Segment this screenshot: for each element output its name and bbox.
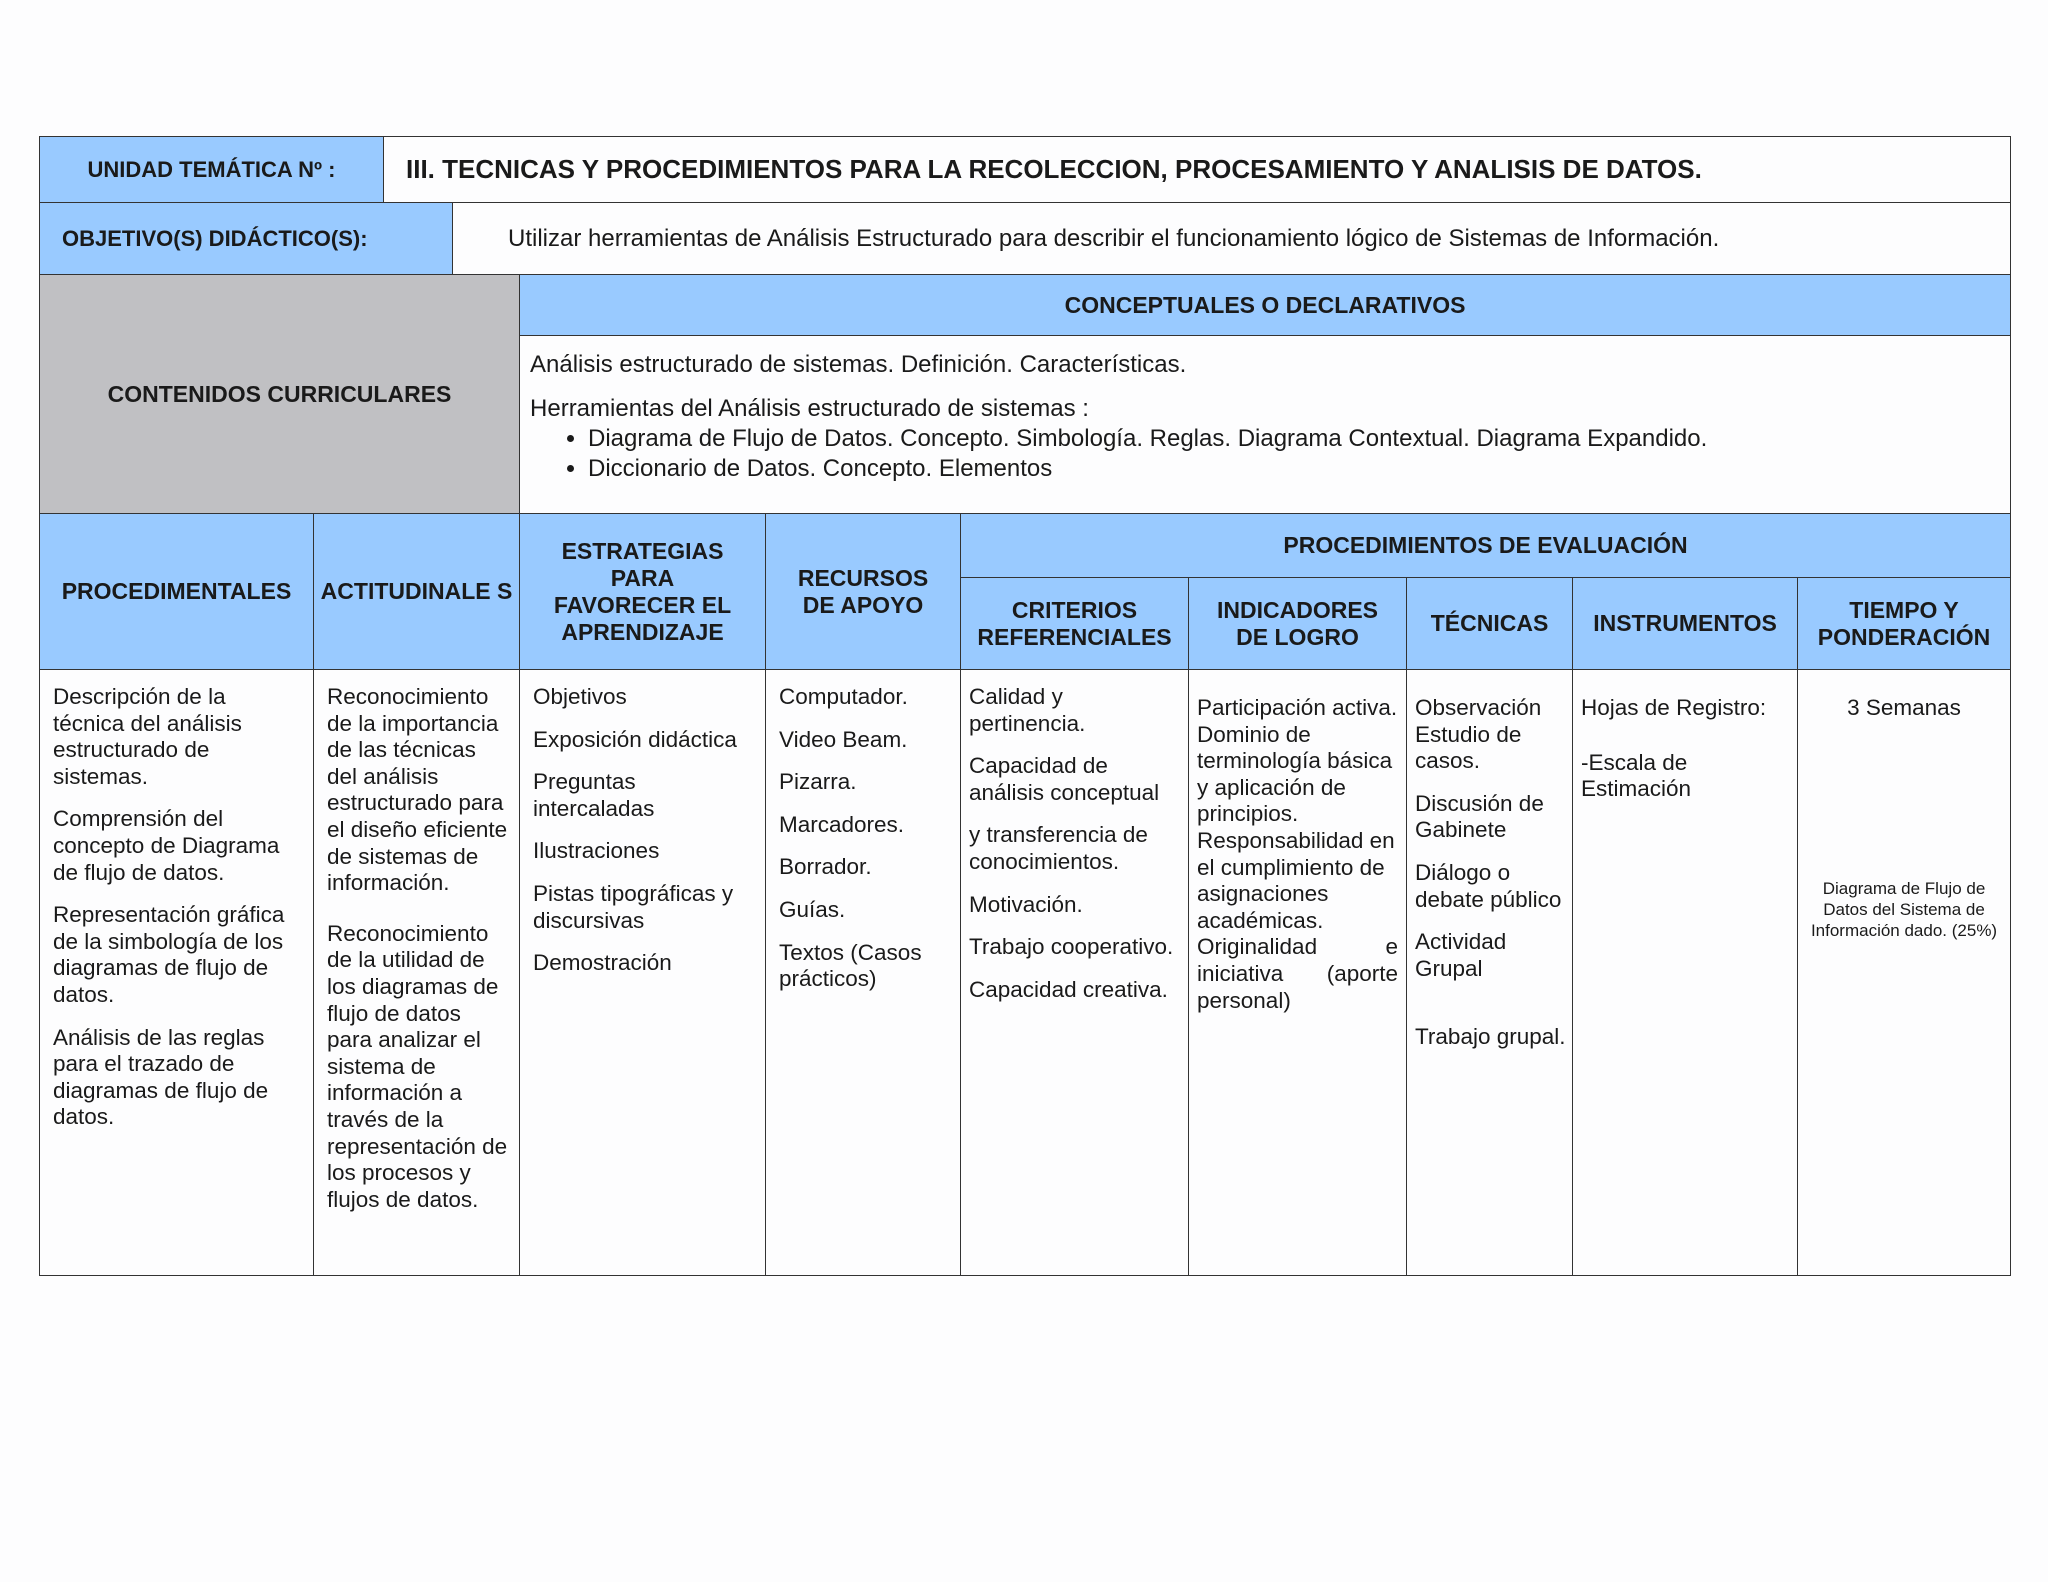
header-procedimentales: PROCEDIMENTALES: [40, 514, 314, 670]
criterios-item: Calidad y pertinencia.: [969, 684, 1086, 736]
instrumentos-cell: [1573, 670, 1798, 1276]
conceptuales-content: [520, 336, 2011, 514]
conceptuales-bullet: • Diagrama de Flujo de Datos. Concepto. Simbología. Reglas. Diagrama Contextual. Diagrama Expandido.: [588, 424, 2000, 454]
procedimentales-item: Comprensión del concepto de Diagrama de flujo de datos.: [53, 806, 280, 885]
criterios-item: Motivación.: [969, 891, 1083, 917]
header-tiempo: TIEMPO Y PONDERACIÓN: [1798, 578, 2011, 670]
instrumentos-item: Hojas de Registro:: [1581, 695, 1767, 720]
objetivo-text: Utilizar herramientas de Análisis Estructurado para describir el funcionamiento lógico de Sistemas de Información.: [453, 203, 2011, 275]
procedimentales-item: Descripción de la técnica del análisis estructurado de sistemas.: [53, 684, 242, 789]
recursos-item: Guías.: [779, 896, 846, 922]
unidad-tematica-title: III. TECNICAS Y PROCEDIMIENTOS PARA LA RECOLECCION, PROCESAMIENTO Y ANALISIS DE DATOS.: [384, 137, 2011, 203]
header-evaluacion: PROCEDIMIENTOS DE EVALUACIÓN: [961, 514, 2011, 578]
header-criterios: CRITERIOS REFERENCIALES: [961, 578, 1189, 670]
criterios-item: y transferencia de conocimientos.: [969, 822, 1148, 874]
criterios-item: Capacidad creativa.: [969, 976, 1168, 1002]
recursos-item: Video Beam.: [779, 726, 908, 752]
tecnicas-item: Discusión de Gabinete: [1415, 790, 1544, 843]
contenidos-label: CONTENIDOS CURRICULARES: [40, 275, 520, 514]
unidad-tematica-row: [39, 136, 2011, 203]
instrumentos-item: -Escala de Estimación: [1581, 749, 1692, 802]
objetivo-row: [39, 202, 2011, 275]
estrategias-item: Pistas tipográficas y discursivas: [533, 880, 734, 933]
criterios-item: Capacidad de análisis conceptual: [969, 753, 1160, 805]
actitudinales-item: Reconocimiento de la utilidad de los diagramas de flujo de datos para analizar el sistema de información a través de la representación de los procesos y flujos de datos.: [327, 920, 508, 1212]
unidad-tematica-label: UNIDAD TEMÁTICA Nº :: [40, 137, 384, 203]
estrategias-item: Demostración: [533, 950, 672, 976]
criterios-item: Trabajo cooperativo.: [969, 934, 1174, 960]
criterios-cell: [961, 670, 1189, 1276]
header-instrumentos: INSTRUMENTOS: [1573, 578, 1798, 670]
conceptuales-bullet-list: [560, 424, 2000, 484]
recursos-item: Marcadores.: [779, 811, 905, 837]
tecnicas-item: Trabajo grupal.: [1415, 1024, 1566, 1050]
indicadores-item: Dominio de terminología básica: [1197, 721, 1393, 774]
recursos-item: Computador.: [779, 684, 908, 709]
header-indicadores: INDICADORES DE LOGRO: [1189, 578, 1407, 670]
tecnicas-cell: [1407, 670, 1573, 1276]
objetivo-label: OBJETIVO(S) DIDÁCTICO(S):: [40, 203, 453, 275]
recursos-item: Borrador.: [779, 854, 872, 880]
tecnicas-item: Observación: [1415, 695, 1542, 720]
conceptuales-header: CONCEPTUALES O DECLARATIVOS: [520, 275, 2011, 336]
actitudinales-cell: [314, 670, 520, 1276]
ponderacion-text: Diagrama de Flujo de Datos del Sistema de Información dado. (25%): [1810, 878, 1998, 940]
procedimentales-item: Análisis de las reglas para el trazado de diagramas de flujo de datos.: [53, 1024, 269, 1130]
tiempo-cell: [1798, 670, 2011, 1276]
estrategias-cell: [520, 670, 766, 1276]
planning-table: [39, 274, 2011, 1276]
tecnicas-item: Diálogo o debate público: [1415, 859, 1562, 912]
tecnicas-item: Actividad Grupal: [1415, 929, 1507, 981]
estrategias-item: Ilustraciones: [533, 838, 660, 864]
header-estrategias: ESTRATEGIAS PARA FAVORECER EL APRENDIZAJE: [520, 514, 766, 670]
estrategias-item: Preguntas intercaladas: [533, 769, 655, 821]
estrategias-item: Exposición didáctica: [533, 726, 737, 752]
estrategias-item: Objetivos: [533, 684, 627, 709]
conceptuales-line-1: Análisis estructurado de sistemas. Definición. Características.: [530, 351, 1187, 378]
tecnicas-item: Estudio de casos.: [1415, 721, 1522, 774]
indicadores-item: Originalidad e iniciativa (aporte personal): [1197, 934, 1399, 1013]
tiempo-value: 3 Semanas: [1847, 695, 1961, 720]
recursos-item: Textos (Casos prácticos): [779, 939, 922, 992]
indicadores-item: Participación activa.: [1197, 695, 1398, 720]
actitudinales-item: Reconocimiento de la importancia de las técnicas del análisis estructurado para el diseño eficiente de sistemas de información.: [327, 684, 508, 896]
procedimentales-item: Representación gráfica de la simbología de los diagramas de flujo de datos.: [53, 902, 285, 1007]
header-recursos: RECURSOS DE APOYO: [766, 514, 961, 670]
header-actitudinales: ACTITUDINALE S: [314, 514, 520, 670]
conceptuales-line-2: Herramientas del Análisis estructurado de sistemas :: [530, 395, 1089, 422]
header-tecnicas: TÉCNICAS: [1407, 578, 1573, 670]
recursos-cell: [766, 670, 961, 1276]
indicadores-cell: [1189, 670, 1407, 1276]
recursos-item: Pizarra.: [779, 769, 857, 795]
indicadores-item: y aplicación de principios.: [1197, 774, 1346, 827]
indicadores-item: Responsabilidad en el cumplimiento de asignaciones académicas.: [1197, 827, 1395, 933]
conceptuales-bullet: • Diccionario de Datos. Concepto. Elementos: [588, 454, 2000, 484]
procedimentales-cell: [40, 670, 314, 1276]
